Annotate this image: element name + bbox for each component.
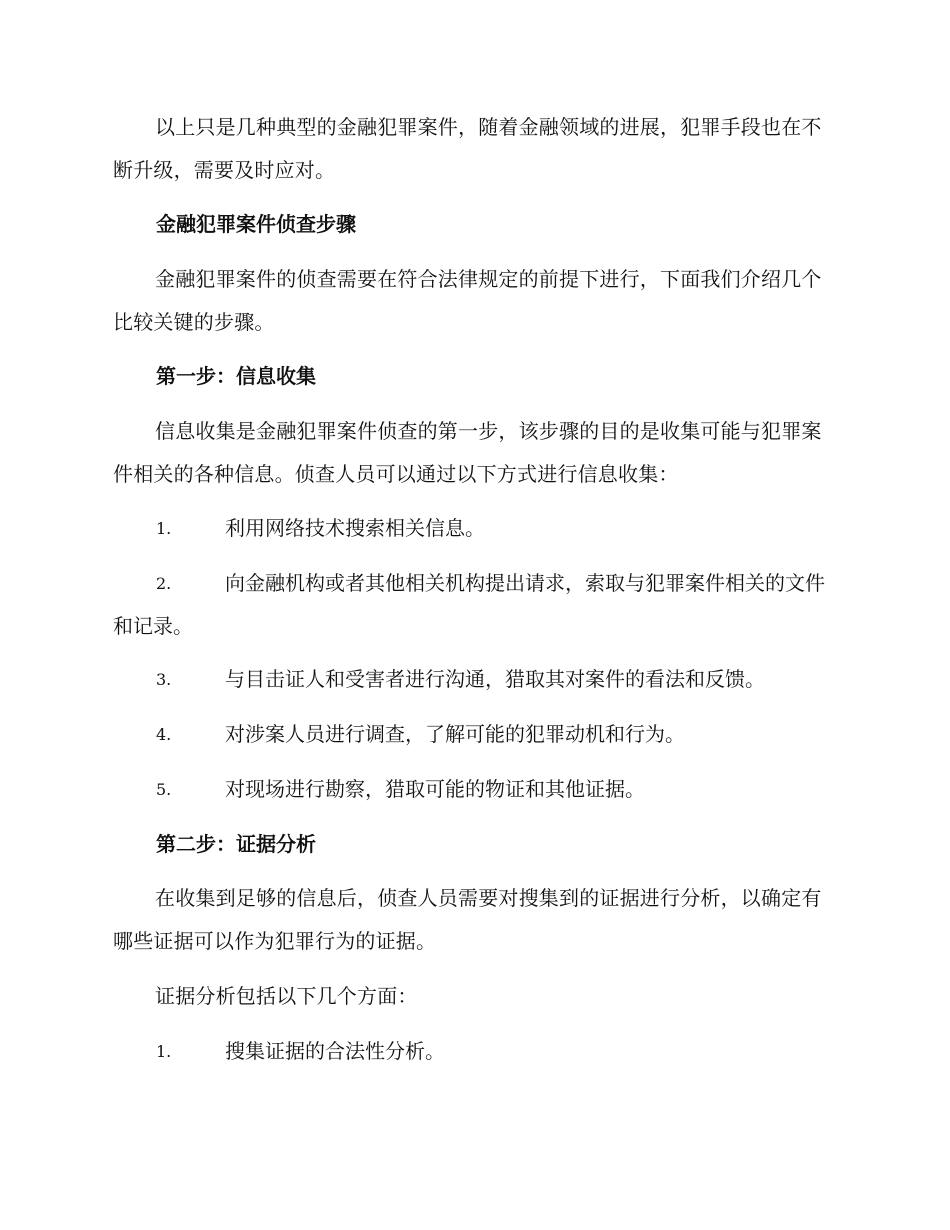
list-text: 对现场进行勘察，猎取可能的物证和其他证据。 (225, 777, 645, 801)
paragraph-step2-intro: 在收集到足够的信息后，侦查人员需要对搜集到的证据进行分析，以确定有哪些证据可以作为犯罪行为的证据。 (113, 886, 822, 953)
list-text: 利用网络技术搜索相关信息。 (225, 516, 485, 540)
list-number: 3. (156, 670, 172, 689)
paragraph-steps-intro: 金融犯罪案件的侦查需要在符合法律规定的前提下进行，下面我们介绍几个比较关键的步骤。 (113, 267, 822, 334)
list-item (113, 1030, 833, 1073)
list-number: 1. (156, 519, 172, 538)
list-item (113, 562, 833, 648)
list-item (113, 658, 833, 701)
paragraph-analysis-aspects: 证据分析包括以下几个方面： (155, 984, 418, 1008)
list-number: 1. (156, 1042, 172, 1061)
list-number: 5. (156, 780, 172, 799)
list-number: 4. (156, 725, 172, 744)
list-item (113, 713, 833, 756)
paragraph-step1-intro: 信息收集是金融犯罪案件侦查的第一步，该步骤的目的是收集可能与犯罪案件相关的各种信息。侦查人员可以通过以下方式进行信息收集： (113, 419, 822, 486)
paragraph-intro: 以上只是几种典型的金融犯罪案件，随着金融领域的进展，犯罪手段也在不断升级，需要及时应对。 (113, 115, 822, 182)
section-heading-step2: 第二步：证据分析 (156, 832, 316, 856)
section-heading-steps: 金融犯罪案件侦查步骤 (156, 212, 356, 236)
list-text: 搜集证据的合法性分析。 (225, 1039, 445, 1063)
list-number: 2. (156, 574, 172, 593)
list-text: 对涉案人员进行调查，了解可能的犯罪动机和行为。 (225, 722, 685, 746)
list-item (113, 507, 833, 550)
list-text: 向金融机构或者其他相关机构提出请求，索取与犯罪案件相关的文件和记录。 (113, 571, 825, 638)
section-heading-step1: 第一步：信息收集 (156, 364, 316, 388)
list-text: 与目击证人和受害者进行沟通，猎取其对案件的看法和反馈。 (225, 667, 765, 691)
list-item (113, 768, 833, 811)
